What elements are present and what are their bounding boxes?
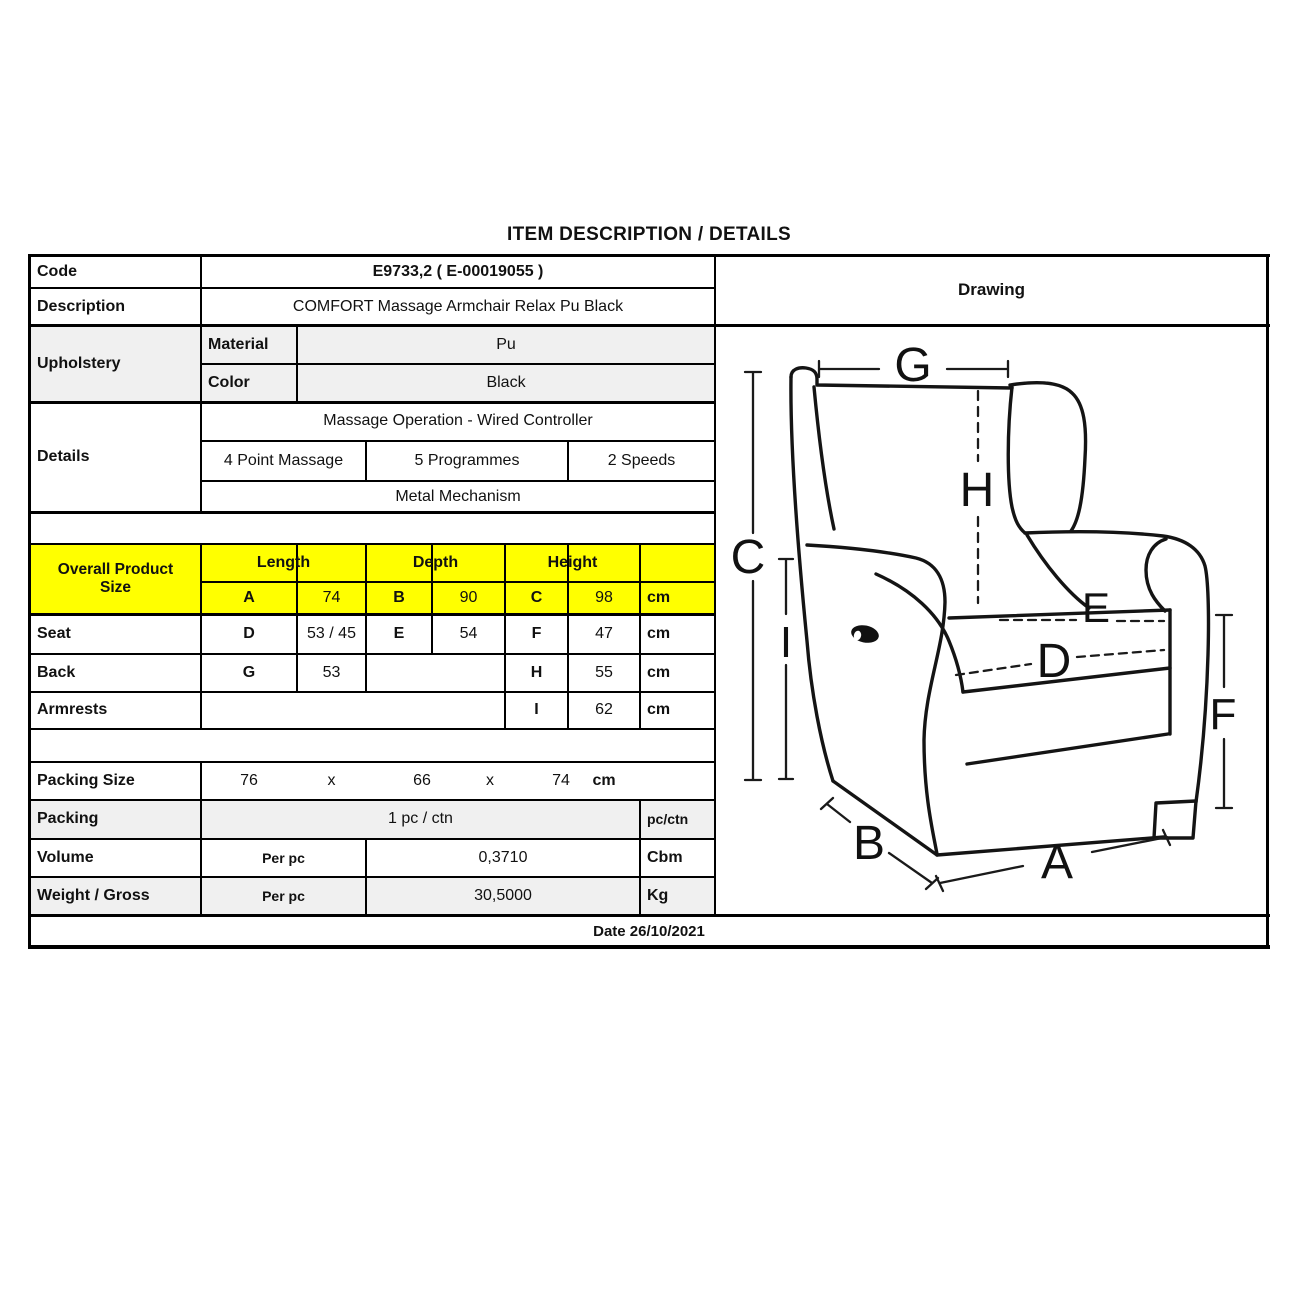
date-label: Date 26/10/2021 xyxy=(593,922,705,940)
seat-unit: cm xyxy=(647,624,671,642)
details-speeds: 2 Speeds xyxy=(607,451,676,469)
dimension-labels xyxy=(731,339,1237,889)
upholstery-label: Upholstery xyxy=(37,354,121,372)
back-label: Back xyxy=(37,663,76,681)
chair-back-left-edge xyxy=(791,377,833,781)
color-label: Color xyxy=(208,373,250,391)
overall-val-c: 98 xyxy=(595,588,613,606)
volume-per-pc: Per pc xyxy=(262,849,305,866)
size-section-label-line2: Size xyxy=(99,579,131,596)
chair-right-arm-curl xyxy=(1146,539,1166,611)
seat-label: Seat xyxy=(37,624,71,642)
description-label: Description xyxy=(37,297,126,315)
chair-right-arm-inner xyxy=(1027,535,1089,608)
dim-line-i xyxy=(779,559,793,779)
volume-unit: Cbm xyxy=(647,848,683,866)
dim-label-b: B xyxy=(852,817,886,870)
size-col-height: Height xyxy=(547,553,598,571)
back-val-g: 53 xyxy=(322,663,341,681)
overall-key-b: B xyxy=(393,588,405,606)
material-label: Material xyxy=(208,335,269,353)
seat-key-d: D xyxy=(243,624,255,642)
armrests-val-i: 62 xyxy=(595,701,613,719)
controller-button-icon xyxy=(850,623,881,645)
back-key-g: G xyxy=(242,663,256,681)
seat-val-f: 47 xyxy=(595,624,613,642)
size-col-depth: Depth xyxy=(412,553,459,571)
chair-back-inner-edge xyxy=(814,387,834,529)
packing-unit: pc/ctn xyxy=(647,811,689,828)
weight-value: 30,5000 xyxy=(474,887,532,905)
weight-label: Weight / Gross xyxy=(37,887,150,905)
overall-unit: cm xyxy=(647,588,671,606)
dim-label-a: A xyxy=(1040,836,1074,889)
weight-unit: Kg xyxy=(647,887,669,905)
dim-label-f: F xyxy=(1209,690,1237,739)
seat-val-e: 54 xyxy=(459,624,478,642)
packing-size-x1: x xyxy=(327,771,336,789)
packing-size-x2: x xyxy=(486,771,494,789)
drawing-title: Drawing xyxy=(957,280,1026,300)
packing-size-depth: 66 xyxy=(413,771,431,789)
overall-val-b: 90 xyxy=(459,588,478,606)
armrests-unit: cm xyxy=(647,701,671,719)
weight-per-pc: Per pc xyxy=(262,888,305,905)
details-point-massage: 4 Point Massage xyxy=(223,451,344,469)
packing-value: 1 pc / ctn xyxy=(388,810,453,828)
seat-key-f: F xyxy=(531,624,542,642)
size-section-label xyxy=(30,544,201,614)
packing-size-height: 74 xyxy=(552,771,570,789)
seat-val-d: 53 / 45 xyxy=(307,624,356,642)
dim-label-e: E xyxy=(1081,584,1111,631)
size-section-label-line1: Overall Product xyxy=(57,561,174,579)
details-label: Details xyxy=(37,447,90,465)
chair-left-arm xyxy=(807,545,945,854)
code-value: E9733,2 ( E-00019055 ) xyxy=(372,262,544,280)
seat-key-e: E xyxy=(393,624,405,642)
code-label: Code xyxy=(37,262,77,280)
chair-seat-top-edge xyxy=(949,610,1170,618)
packing-label: Packing xyxy=(37,810,99,828)
armrests-key-i: I xyxy=(534,701,539,719)
details-programmes: 5 Programmes xyxy=(414,451,520,469)
color-value: Black xyxy=(486,373,526,391)
dim-label-d: D xyxy=(1036,635,1072,688)
volume-value: 0,3710 xyxy=(478,848,528,866)
overall-val-a: 74 xyxy=(322,588,341,606)
back-key-h: H xyxy=(530,663,543,681)
overall-key-c: C xyxy=(530,588,543,606)
dim-label-g: G xyxy=(894,339,932,392)
chair-right-foot xyxy=(1154,801,1196,838)
armrests-label: Armrests xyxy=(37,701,108,719)
packing-size-unit: cm xyxy=(592,771,616,789)
page-title: ITEM DESCRIPTION / DETAILS xyxy=(506,224,791,246)
dim-label-i: I xyxy=(779,618,793,667)
description-value: COMFORT Massage Armchair Relax Pu Black xyxy=(292,297,624,315)
dim-label-c: C xyxy=(730,531,766,584)
dim-label-h: H xyxy=(959,464,995,517)
volume-label: Volume xyxy=(37,848,94,866)
material-value: Pu xyxy=(496,335,516,353)
details-massage-operation: Massage Operation - Wired Controller xyxy=(323,412,593,430)
back-unit: cm xyxy=(647,663,671,681)
chair-right-wing-inner xyxy=(1008,387,1025,533)
size-col-length: Length xyxy=(256,553,311,571)
armchair-drawing xyxy=(715,324,1268,916)
chair-base-mid-edge xyxy=(967,734,1168,764)
details-mechanism: Metal Mechanism xyxy=(395,487,521,505)
overall-key-a: A xyxy=(243,588,255,606)
chair-left-arm-inner xyxy=(876,574,963,692)
back-val-h: 55 xyxy=(595,663,613,681)
packing-size-label: Packing Size xyxy=(37,771,135,789)
chair-right-wing-outer xyxy=(1010,383,1086,531)
packing-size-length: 76 xyxy=(240,771,258,789)
armchair-outline xyxy=(791,368,1209,855)
